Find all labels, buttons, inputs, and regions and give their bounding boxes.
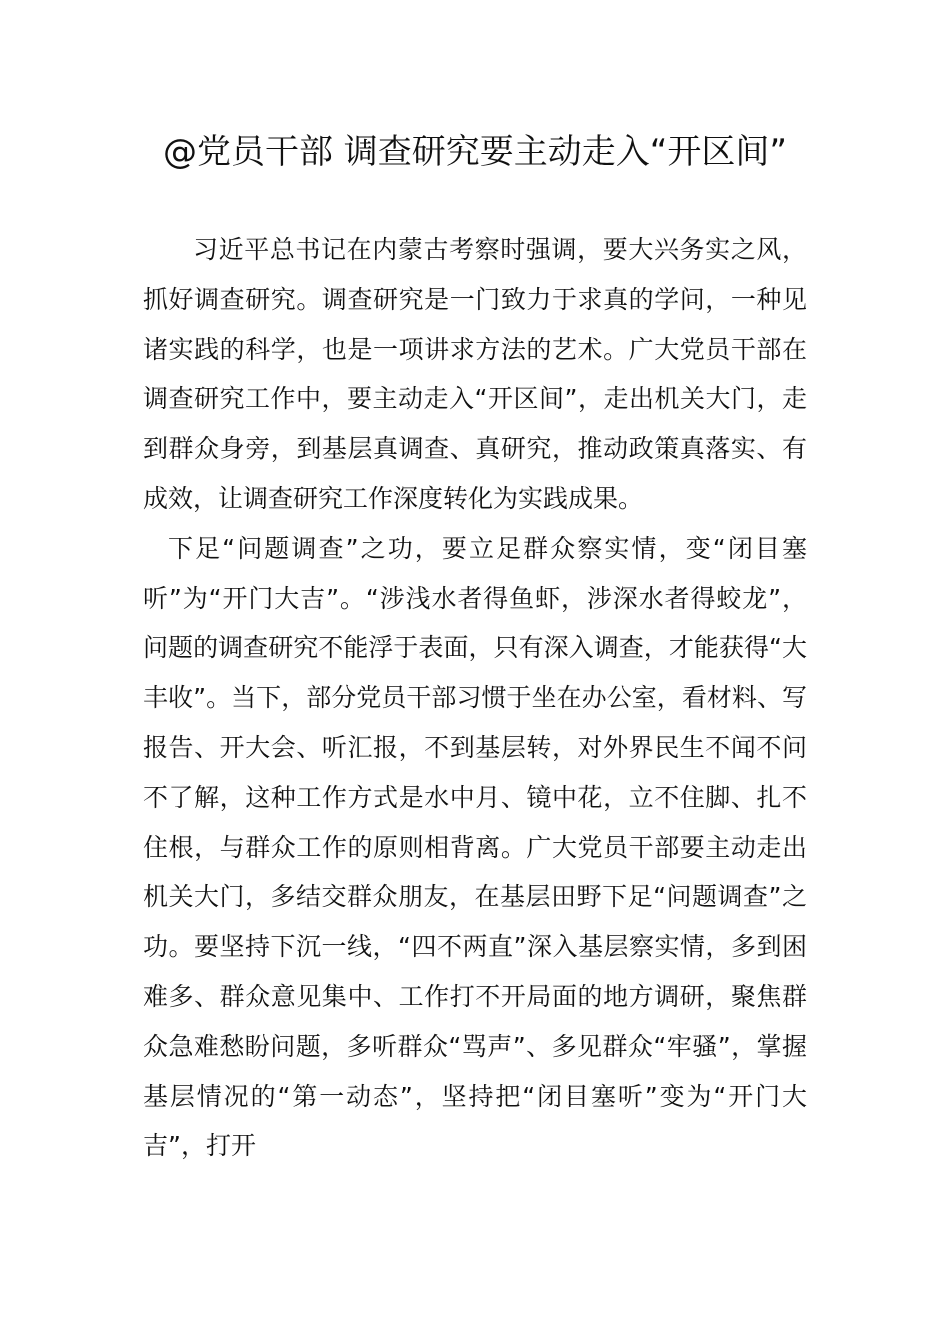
document-body: [143, 225, 807, 1171]
paragraph-2: 下足“问题调查”之功，要立足群众察实情，变“闭目塞听”为“开门大吉”。“涉浅水者得鱼虾，涉深水者得蛟龙”，问题的调查研究不能浮于表面，只有深入调查，才能获得“大丰收”。当下，部分党员干部习惯于坐在办公室，看材料、写报告、开大会、听汇报，不到基层转，对外界民生不闻不问不了解，这种工作方式是水中月、镜中花，立不住脚、扎不住根，与群众工作的原则相背离。广大党员干部要主动走出机关大门，多结交群众朋友，在基层田野下足“问题调查”之功。要坚持下沉一线，“四不两直”深入基层察实情，多到困难多、群众意见集中、工作打不开局面的地方调研，聚焦群众急难愁盼问题，多听群众“骂声”、多见群众“牢骚”，掌握基层情况的“第一动态”，坚持把“闭目塞听”变为“开门大吉”，打开: [143, 533, 807, 1161]
document-title: @党员干部 调查研究要主动走入“开区间”: [162, 132, 788, 172]
paragraph-1: 习近平总书记在内蒙古考察时强调，要大兴务实之风，抓好调查研究。调查研究是一门致力于求真的学问，一种见诸实践的科学，也是一项讲求方法的艺术。广大党员干部在调查研究工作中，要主动走入“开区间”，走出机关大门，走到群众身旁，到基层真调查、真研究，推动政策真落实、有成效，让调查研究工作深度转化为实践成果。: [143, 235, 807, 513]
